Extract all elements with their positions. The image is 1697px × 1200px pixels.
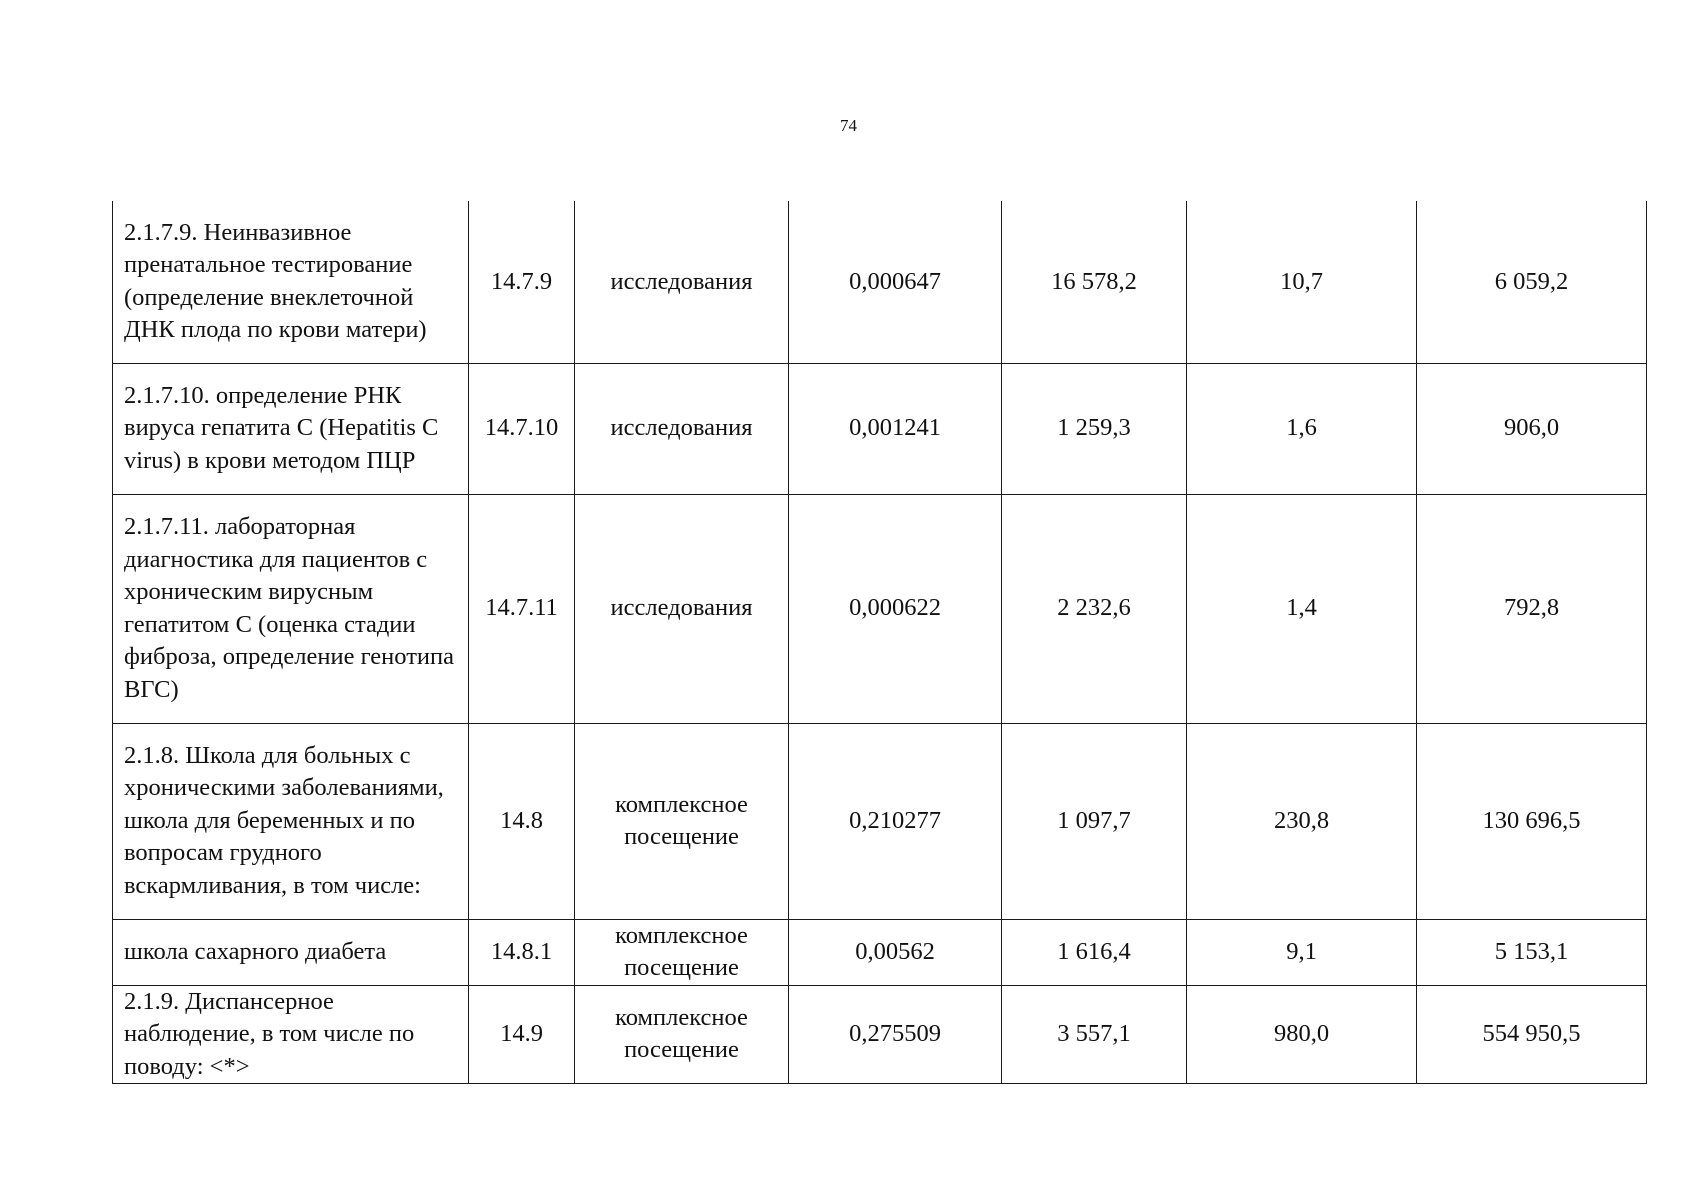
row-norm: 0,000622	[789, 494, 1002, 723]
row-cost: 1 616,4	[1002, 919, 1187, 985]
row-cost: 1 097,7	[1002, 723, 1187, 919]
data-table	[112, 201, 1647, 1084]
row-cost: 3 557,1	[1002, 985, 1187, 1084]
row-per-capita: 1,6	[1187, 363, 1417, 494]
row-code: 14.7.9	[469, 201, 575, 363]
row-total: 130 696,5	[1417, 723, 1647, 919]
row-norm: 0,275509	[789, 985, 1002, 1084]
row-unit: комплексное посещение	[575, 723, 789, 919]
row-cost: 2 232,6	[1002, 494, 1187, 723]
row-total: 554 950,5	[1417, 985, 1647, 1084]
row-unit: исследования	[575, 494, 789, 723]
row-unit: комплексное посещение	[575, 985, 789, 1084]
row-code: 14.8.1	[469, 919, 575, 985]
table-row	[113, 919, 1647, 985]
table-row	[113, 363, 1647, 494]
row-name: школа сахарного диабета	[113, 919, 469, 985]
row-norm: 0,210277	[789, 723, 1002, 919]
row-per-capita: 1,4	[1187, 494, 1417, 723]
row-norm: 0,00562	[789, 919, 1002, 985]
table-row	[113, 985, 1647, 1084]
row-per-capita: 230,8	[1187, 723, 1417, 919]
row-unit: исследования	[575, 201, 789, 363]
table-row	[113, 723, 1647, 919]
row-name: 2.1.9. Диспансерное наблюдение, в том числе по поводу: <*>	[113, 985, 469, 1084]
row-total: 792,8	[1417, 494, 1647, 723]
table-row	[113, 494, 1647, 723]
row-code: 14.7.10	[469, 363, 575, 494]
row-norm: 0,000647	[789, 201, 1002, 363]
page-number: 74	[840, 116, 857, 135]
row-name: 2.1.7.11. лабораторная диагностика для пациентов с хроническим вирусным гепатитом С (оценка стадии фиброза, определение генотипа ВГС)	[113, 494, 469, 723]
row-cost: 1 259,3	[1002, 363, 1187, 494]
table-row	[113, 201, 1647, 363]
row-unit: исследования	[575, 363, 789, 494]
row-code: 14.9	[469, 985, 575, 1084]
row-name: 2.1.7.9. Неинвазивное пренатальное тестирование (определение внеклеточной ДНК плода по крови матери)	[113, 201, 469, 363]
row-total: 6 059,2	[1417, 201, 1647, 363]
row-name: 2.1.7.10. определение РНК вируса гепатита С (Hepatitis C virus) в крови методом ПЦР	[113, 363, 469, 494]
row-per-capita: 10,7	[1187, 201, 1417, 363]
row-code: 14.7.11	[469, 494, 575, 723]
row-cost: 16 578,2	[1002, 201, 1187, 363]
row-norm: 0,001241	[789, 363, 1002, 494]
row-total: 5 153,1	[1417, 919, 1647, 985]
row-total: 906,0	[1417, 363, 1647, 494]
row-per-capita: 980,0	[1187, 985, 1417, 1084]
row-name: 2.1.8. Школа для больных с хроническими заболеваниями, школа для беременных и по вопросам грудного вскармливания, в том числе:	[113, 723, 469, 919]
row-code: 14.8	[469, 723, 575, 919]
row-per-capita: 9,1	[1187, 919, 1417, 985]
row-unit: комплексное посещение	[575, 919, 789, 985]
